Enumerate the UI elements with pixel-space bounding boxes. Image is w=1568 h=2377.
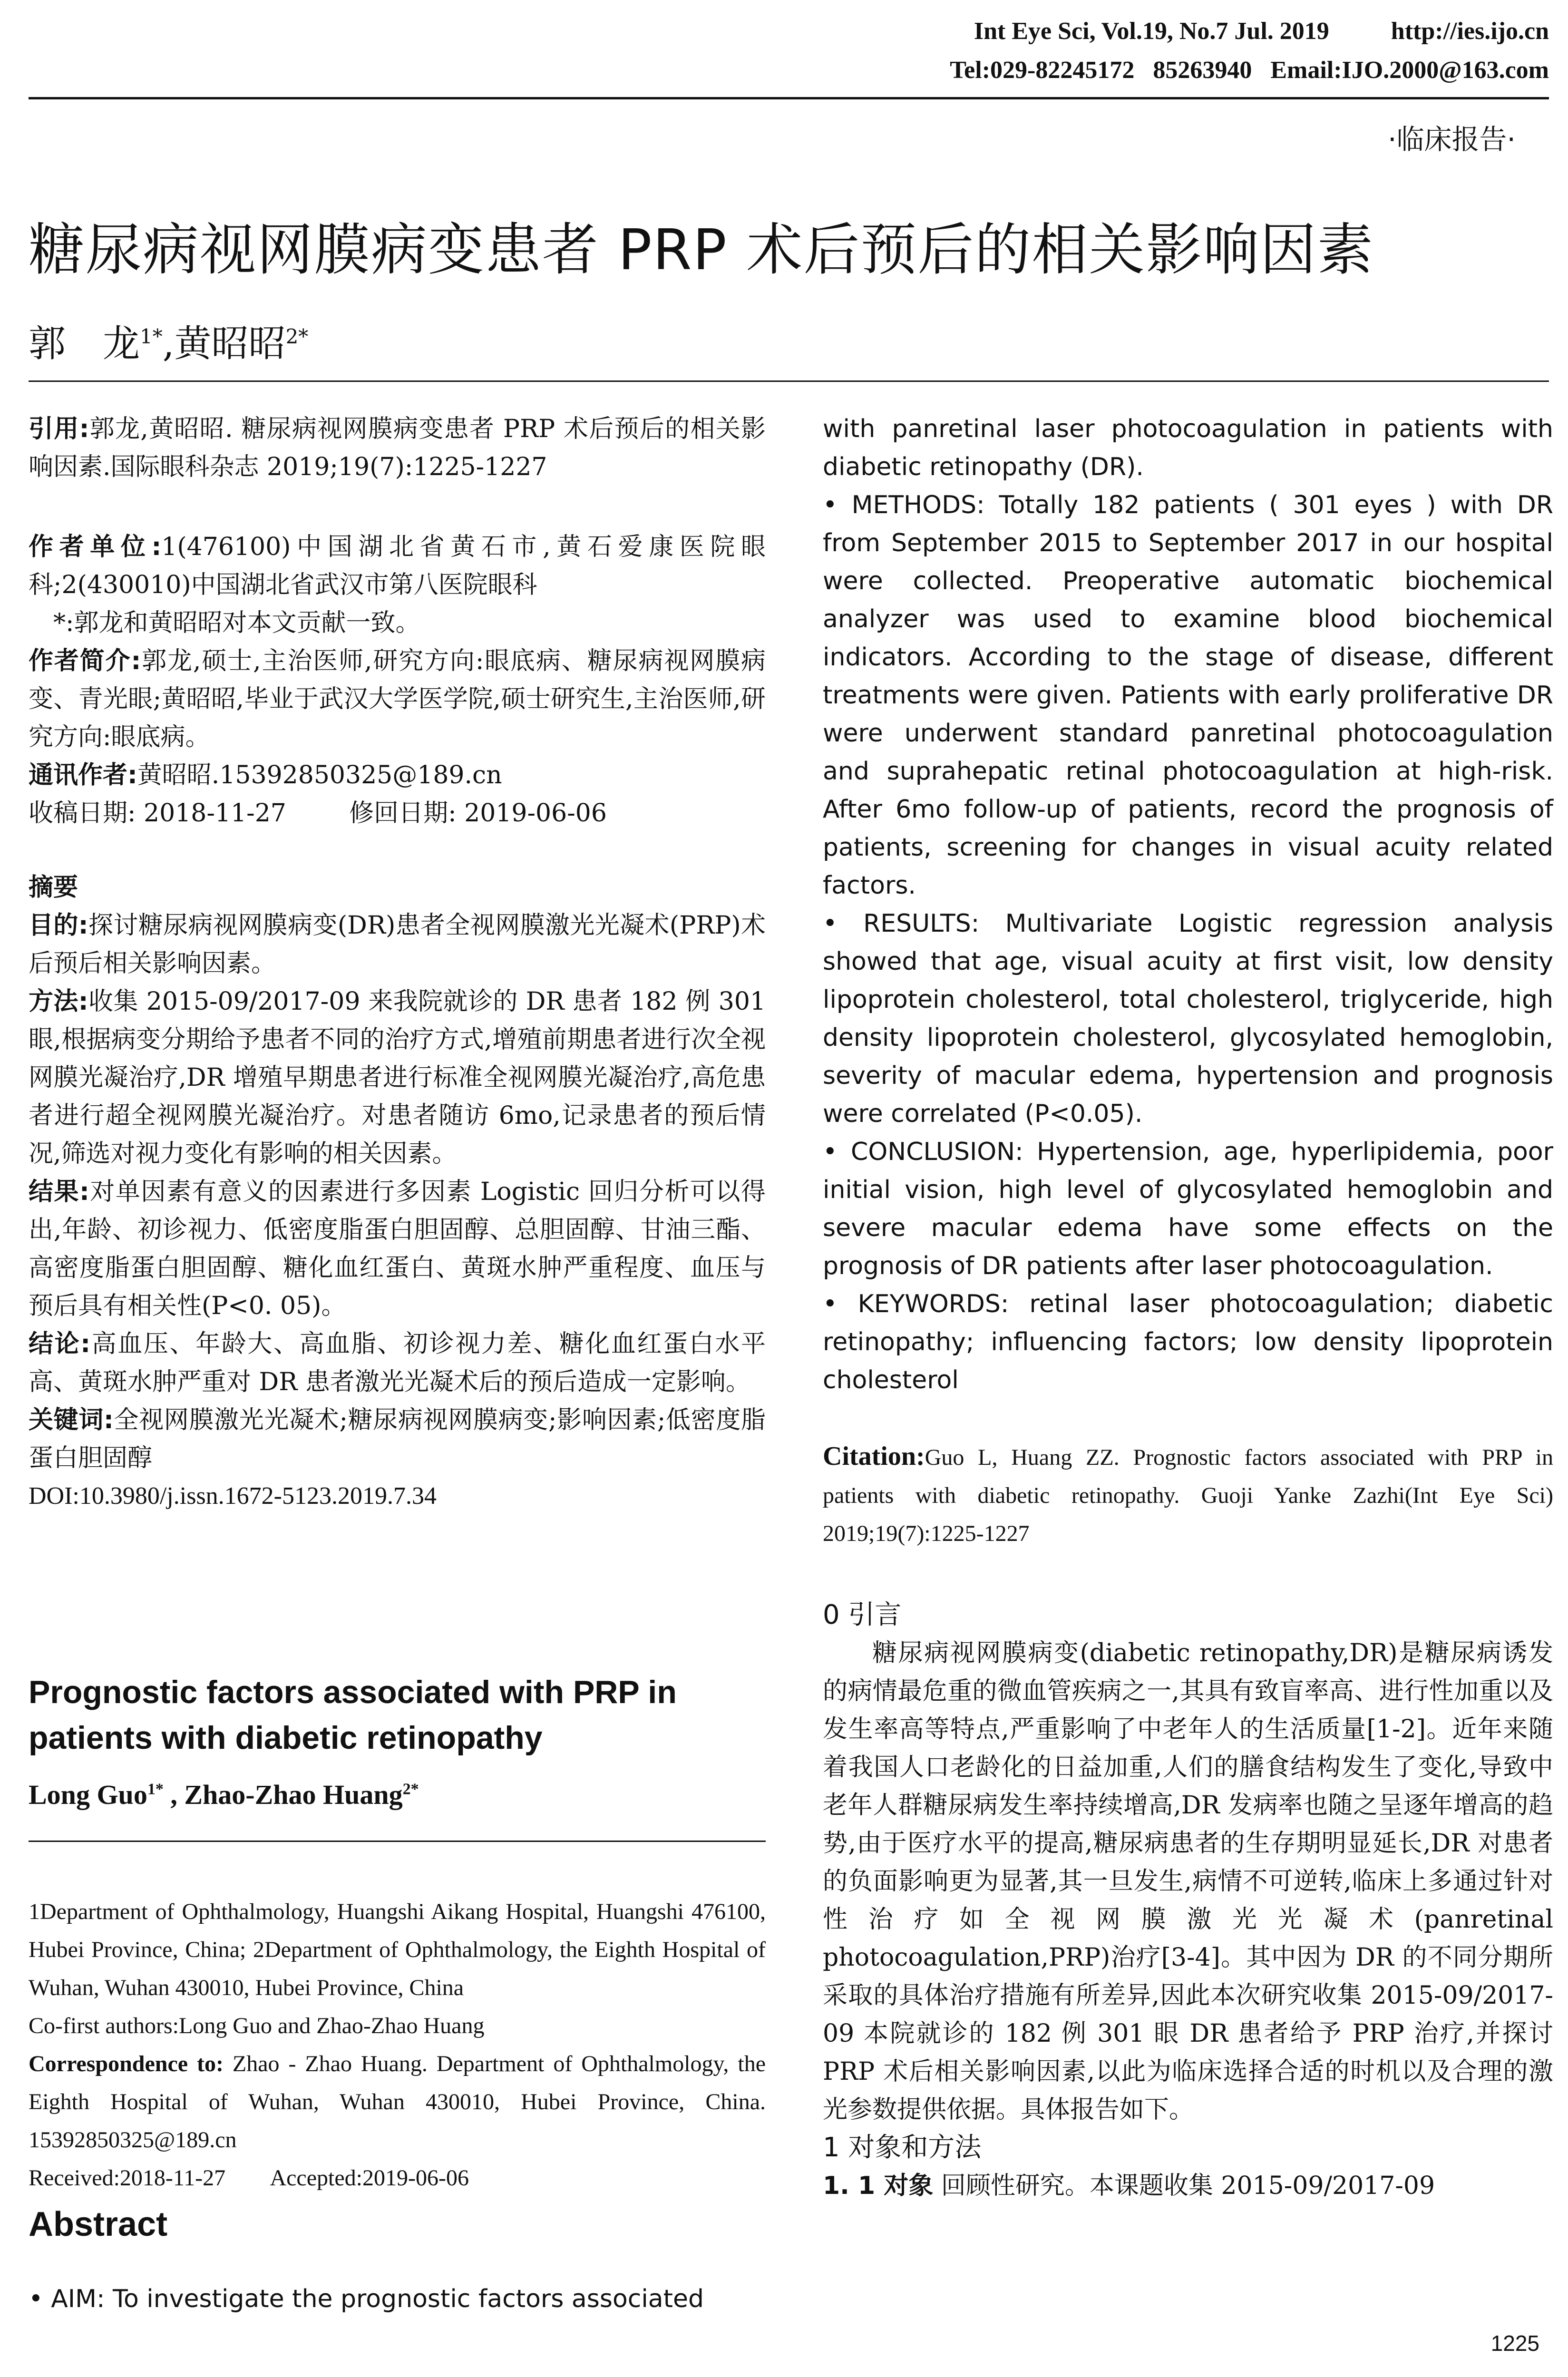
author-en-separator: ,: [163, 1779, 185, 1810]
section-tag: ·临床报告·: [1388, 123, 1516, 156]
author-name-1: 郭 龙: [29, 322, 140, 365]
doi: DOI:10.3980/j.issn.1672-5123.2019.7.34: [29, 1482, 437, 1510]
citation-zh: [29, 410, 766, 486]
authors-en-rule: [29, 1841, 766, 1842]
keywords-en: • KEYWORDS: retinal laser photocoagulation; diabetic retinopathy; influencing factors; low density lipoprotein cholesterol: [823, 1290, 1553, 1394]
abstract-en-body: [823, 410, 1553, 1399]
author-en-1: Long Guo: [29, 1779, 147, 1810]
corr-text: 黄昭昭.15392850325@189.cn: [137, 761, 502, 789]
cite-label: 引用:: [29, 415, 89, 443]
journal-header-line1: Int Eye Sci, Vol.19, No.7 Jul. 2019 http://ies.ijo.cn: [974, 18, 1549, 45]
methods-en: • METHODS: Totally 182 patients ( 301 eyes ) with DR from September 2015 to September 2017 in our hospital were collected. Preoperative automatic biochemical analyzer was used to examine blood biochemical indicators. According to the stage of disease, different treatments were given. Patients with early proliferative DR were underwent standard panretinal photocoagulation and suprahepatic retinal photocoagulation at high-risk. After 6mo follow-up of patients, record the prognosis of patients, screening for changes in visual acuity related factors.: [823, 491, 1553, 900]
introduction: [823, 1596, 1553, 2205]
intro-heading: 0 引言: [823, 1599, 902, 1630]
journal-header-line2: Tel:029-82245172 85263940 Email:IJO.2000@163.com: [950, 57, 1549, 84]
dates-en: Received:2018-11-27 Accepted:2019-06-06: [29, 2165, 469, 2191]
citation-en-label: Citation:: [823, 1442, 925, 1471]
methods-label: 方法:: [29, 987, 88, 1016]
corr-en-text: Zhao - Zhao Huang. Department of Ophthalmology, the Eighth Hospital of Wuhan, Wuhan 430010, Hubei Province, China. 15392850325@189.cn: [29, 2051, 766, 2153]
authors-zh: [29, 314, 308, 367]
bio-text: 郭龙,硕士,主治医师,研究方向:眼底病、糖尿病视网膜病变、青光眼;黄昭昭,毕业于武汉大学医学院,硕士研究生,主治医师,研究方向:眼底病。: [29, 647, 766, 751]
aim-label: 目的:: [29, 911, 88, 940]
conclusion-en: • CONCLUSION: Hypertension, age, hyperlipidemia, poor initial vision, high level of glycosylated hemoglobin and severe macular edema have some effects on the prognosis of DR patients after laser photocoagulation.: [823, 1138, 1553, 1280]
affil-en-text: 1Department of Ophthalmology, Huangshi Aikang Hospital, Huangshi 476100, Hubei Province, China; 2Department of Ophthalmology, the Eighth Hospital of Wuhan, Wuhan 430010, Hubei Province, China: [29, 1899, 766, 2000]
cite-text: 郭龙,黄昭昭. 糖尿病视网膜病变患者 PRP 术后预后的相关影响因素.国际眼科杂志 2019;19(7):1225-1227: [29, 415, 766, 481]
title-rule: [29, 380, 1549, 382]
methods-text: 收集 2015-09/2017-09 来我院就诊的 DR 患者 182 例 301 眼,根据病变分期给予患者不同的治疗方式,增殖前期患者进行次全视网膜光凝治疗,DR 增殖早期患者进行标准全视网膜光凝治疗,高危患者进行超全视网膜光凝治疗。对患者随访 6mo,记录患者的预后情况,筛选对视力变化有影响的相关因素。: [29, 987, 766, 1168]
conclusion-label: 结论:: [29, 1330, 91, 1358]
author-separator: ,: [162, 322, 175, 365]
results-label: 结果:: [29, 1178, 89, 1206]
article-title-en: Prognostic factors associated with PRP in patients with diabetic retinopathy: [29, 1674, 677, 1756]
author-mark-2: 2*: [285, 325, 309, 348]
intro-paragraph: 糖尿病视网膜病变(diabetic retinopathy,DR)是糖尿病诱发的病情最危重的微血管疾病之一,其具有致盲率高、进行性加重以及发生率高等特点,严重影响了中老年人的生活质量[1-2]。近年来随着我国人口老龄化的日益加重,人们的膳食结构发生了变化,导致中老年人群糖尿病发生率持续增高,DR 发病率也随之呈逐年增高的趋势,由于医疗水平的提高,糖尿病患者的生存期明显延长,DR 对患者的负面影响更为显著,其一旦发生,病情不可逆转,临床上多通过针对性治疗如全视网膜激光光凝术(panretinal photocoagulation,PRP)治疗[3-4]。其中因为 DR 的不同分期所采取的具体治疗措施有所差异,因此本次研究收集 2015-09/2017-09 本院就诊的 182 例 301 眼 DR 患者给予 PRP 治疗,并探讨 PRP 术后相关影响因素,以此为临床选择合适的时机以及合理的激光参数提供依据。具体报告如下。: [823, 1639, 1553, 2124]
methods-heading: 1 对象和方法: [823, 2132, 982, 2163]
results-en: • RESULTS: Multivariate Logistic regression analysis showed that age, visual acuity at first visit, low density lipoprotein cholesterol, total cholesterol, triglyceride, high density lipoprotein cholesterol, glycosylated hemoglobin, severity of macular edema, hypertension and prognosis were correlated (P<0.05).: [823, 909, 1553, 1128]
keywords-text: 全视网膜激光光凝术;糖尿病视网膜病变;影响因素;低密度脂蛋白胆固醇: [29, 1406, 766, 1472]
author-name-2: 黄昭昭: [174, 322, 286, 365]
abstract-label: 摘要: [29, 873, 78, 902]
cofirst-en: Co-first authors:Long Guo and Zhao-Zhao Huang: [29, 2013, 485, 2038]
author-en-mark-2: 2*: [402, 1780, 419, 1798]
subsection-heading: 1. 1 对象: [823, 2172, 934, 2200]
corr-label: 通讯作者:: [29, 761, 137, 789]
conclusion-text: 高血压、年龄大、高血脂、初诊视力差、糖化血红蛋白水平高、黄斑水肿严重对 DR 患者激光光凝术后的预后造成一定影响。: [29, 1330, 766, 1396]
aim-en-cont: with panretinal laser photocoagulation in patients with diabetic retinopathy (DR).: [823, 415, 1553, 481]
affil-text: 1(476100)中国湖北省黄石市,黄石爱康医院眼科;2(430010)中国湖北省武汉市第八医院眼科: [29, 533, 766, 599]
author-en-mark-1: 1*: [147, 1780, 164, 1798]
keywords-label: 关键词:: [29, 1406, 114, 1434]
citation-en-text: Guo L, Huang ZZ. Prognostic factors associated with PRP in patients with diabetic retinopathy. Guoji Yanke Zazhi(Int Eye Sci) 2019;19(7):1225-1227: [823, 1445, 1553, 1546]
aim-text: 探讨糖尿病视网膜病变(DR)患者全视网膜激光光凝术(PRP)术后预后相关影响因素。: [29, 911, 766, 978]
author-info-zh: [29, 528, 766, 832]
aim-en-start: • AIM: To investigate the prognostic factors associated: [29, 2285, 704, 2313]
page-number: 1225: [1490, 2331, 1539, 2356]
author-mark-1: 1*: [140, 325, 163, 348]
author-en-2: Zhao-Zhao Huang: [184, 1779, 403, 1810]
article-title-zh: 糖尿病视网膜病变患者 PRP 术后预后的相关影响因素: [29, 217, 1374, 283]
citation-en: [823, 1437, 1553, 1553]
abstract-en-heading: Abstract: [29, 2205, 168, 2243]
affil-label: 作者单位:: [29, 533, 162, 561]
corr-en-label: Correspondence to:: [29, 2051, 224, 2076]
bio-label: 作者简介:: [29, 647, 141, 675]
results-text: 对单因素有意义的因素进行多因素 Logistic 回归分析可以得出,年龄、初诊视力、低密度脂蛋白胆固醇、总胆固醇、甘油三酯、高密度脂蛋白胆固醇、糖化血红蛋白、黄斑水肿严重程度、血压与预后具有相关性(P<0. 05)。: [29, 1178, 766, 1320]
contrib-note: *:郭龙和黄昭昭对本文贡献一致。: [53, 609, 420, 637]
affiliation-en: [29, 1893, 766, 2197]
authors-en: [29, 1779, 766, 1811]
header-rule: [29, 97, 1549, 99]
abstract-zh: [29, 868, 766, 1515]
dates-zh: 收稿日期: 2018-11-27 修回日期: 2019-06-06: [29, 799, 607, 828]
subsection-text: 回顾性研究。本课题收集 2015-09/2017-09: [933, 2172, 1435, 2200]
